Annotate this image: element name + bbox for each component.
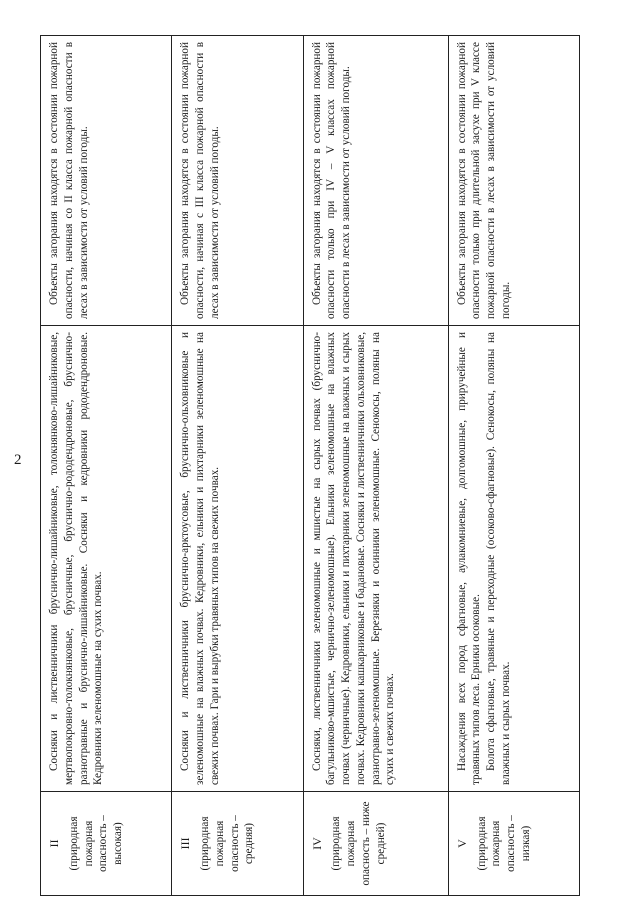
- table-row: [448, 36, 579, 896]
- danger-class-cell: [303, 792, 448, 896]
- conditions-cell: [303, 36, 448, 326]
- page-number: 2: [14, 452, 22, 468]
- table-row: [172, 36, 303, 896]
- danger-class-cell: [172, 792, 303, 896]
- conditions-cell: [172, 36, 303, 326]
- table-row: [41, 36, 172, 896]
- danger-class-description: (природная пожарная опасность – средняя): [199, 815, 256, 872]
- fire-danger-table: [40, 35, 580, 896]
- forest-types-cell: [172, 326, 303, 792]
- conditions-text: Объекты загорания находятся в состоянии пожарной опасности, начиная со II класса пожарной опасности в лесах в зависимости от условий погоды.: [48, 42, 90, 319]
- conditions-text: Объекты загорания находятся в состоянии пожарной опасности только при длительной засухе при V классе пожарной опасности в лесах в зависимости от условий погоды.: [455, 42, 513, 319]
- rotated-table-container: [40, 36, 580, 896]
- danger-class-cell: [448, 792, 579, 896]
- forest-types-text: Сосняки и лиственничники брусничнo-лишайниковые, толокнянково-лишайниковые, мертвопокровно-толокнянковые, брусничные, бруснично-рододендроновые, бруснично-разнотравные и бруснично-лишайниковые. Сосняки и кедровники рододендроновые. Кедровники зеленомошные на сухих почвах.: [48, 332, 105, 785]
- forest-types-text: Сосняки, лиственничники зеленомошные и мшистые на сырых почвах (бруснично-багульниково-мшистые, чернично-зеленомошные). Ельники зеленомошные на влажных почвах (черничные). Кедровники, ельники и пихтарники зеленомошные на влажных и сырых почвах. Кедровники кашкарниковые и бадановые. Сосняки и лиственничники ольховниковые, разнотравно-зеленомошные. Березняки и осинники зеленомошные. Сенокосы, поляны на сухих и свежих почвах.: [310, 332, 397, 785]
- forest-types-text-second: Болота сфагновые, травяные и переходные (осоково-сфагновые). Сенокосы, поляны на влажных и сырых почвах.: [485, 332, 513, 785]
- conditions-text: Объекты загорания находятся в состоянии пожарной опасности только при IV – V классах пожарной опасности в лесах в зависимости от условий погоды.: [310, 42, 353, 319]
- conditions-cell: [448, 36, 579, 326]
- danger-class-description: (природная пожарная опасность – низкая): [475, 815, 532, 872]
- conditions-text: Объекты загорания находятся в состоянии пожарной опасности, начиная с III класса пожарной опасности в лесах в зависимости от условий погоды.: [179, 42, 221, 319]
- forest-types-cell: [303, 326, 448, 792]
- danger-class-cell: [41, 792, 172, 896]
- forest-types-cell: [41, 326, 172, 792]
- danger-class-number: III: [178, 837, 193, 850]
- forest-types-text: Сосняки и лиственничники бруснично-арктоусовые, бруснично-ольховниковые и зеленомошные на влажных почвах. Кедровники, ельники и пихтарники зеленомошные на свежих почвах. Гари и вырубки травяных типов на свежих почвах.: [179, 332, 221, 785]
- table-row: [303, 36, 448, 896]
- danger-class-description: (природная пожарная опасность – высокая): [67, 815, 125, 872]
- danger-class-description: (природная пожарная опасность – ниже средней): [330, 801, 387, 886]
- danger-class-number: IV: [309, 837, 324, 850]
- forest-types-text: Насаждения всех пород сфагновые, аулакомниевые, долгомошные, приручейные и травяных типов леса. Ерники осоковые.: [455, 332, 483, 785]
- forest-types-cell: [448, 326, 579, 792]
- danger-class-number: II: [47, 839, 61, 848]
- conditions-cell: [41, 36, 172, 326]
- danger-class-number: V: [454, 839, 469, 848]
